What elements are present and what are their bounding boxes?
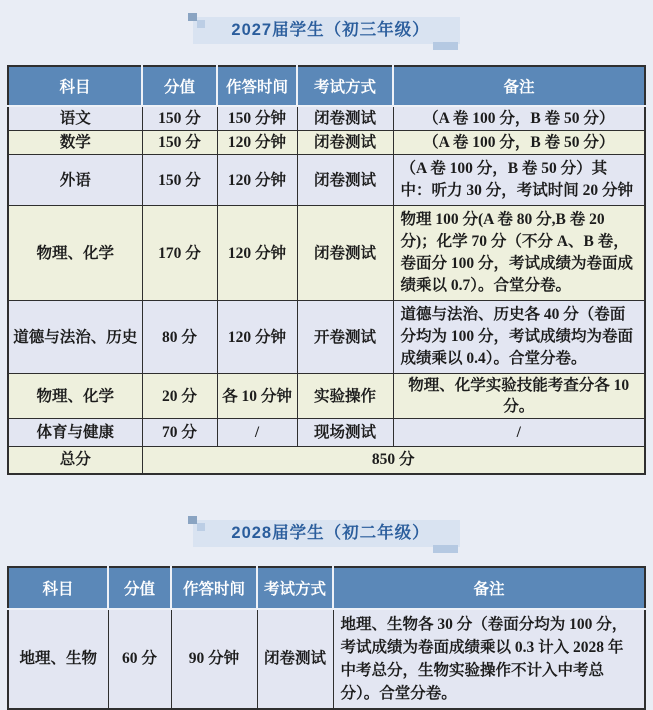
- cell-duration: 120 分钟: [217, 155, 297, 206]
- cell-remark: （A 卷 100 分，B 卷 50 分）: [393, 131, 645, 155]
- col-header-subject: 科目: [8, 66, 142, 106]
- table-row: [8, 155, 645, 206]
- section1-title-wrap: [0, 0, 653, 44]
- cell-method: 闭卷测试: [297, 206, 393, 301]
- total-label: 总分: [8, 447, 142, 474]
- table-row: [8, 374, 645, 419]
- cell-subject: 数学: [8, 131, 142, 155]
- cell-score: 170 分: [142, 206, 217, 301]
- cell-duration: /: [217, 419, 297, 447]
- cell-subject: 道德与法治、历史: [8, 301, 142, 374]
- cell-method: 闭卷测试: [297, 131, 393, 155]
- badge-bottom-bar: [433, 42, 458, 50]
- badge-corner-square-light: [197, 20, 205, 28]
- section2-title-badge: [193, 520, 459, 547]
- total-value: 850 分: [142, 447, 645, 474]
- cell-remark: /: [393, 419, 645, 447]
- exam-table-grade8: [7, 566, 646, 710]
- cell-duration: 各 10 分钟: [217, 374, 297, 419]
- cell-method: 现场测试: [297, 419, 393, 447]
- cell-score: 20 分: [142, 374, 217, 419]
- cell-method: 闭卷测试: [297, 155, 393, 206]
- cell-subject: 外语: [8, 155, 142, 206]
- col-header-duration: 作答时间: [171, 567, 257, 609]
- exam-table-grade9: [7, 65, 646, 475]
- cell-remark: （A 卷 100 分，B 卷 50 分）其中：听力 30 分，考试时间 20 分钟: [393, 155, 645, 206]
- col-header-remark: 备注: [393, 66, 645, 106]
- badge-corner-square-dark: [188, 516, 197, 524]
- col-header-method: 考试方式: [297, 66, 393, 106]
- cell-duration: 120 分钟: [217, 206, 297, 301]
- table-row: [8, 206, 645, 301]
- table-row: [8, 106, 645, 131]
- table-row: [8, 609, 645, 709]
- cell-method: 闭卷测试: [297, 106, 393, 131]
- cell-duration: 120 分钟: [217, 131, 297, 155]
- col-header-subject: 科目: [8, 567, 108, 609]
- section2-title: 2028届学生（初二年级）: [231, 523, 430, 542]
- table-header-row: [8, 66, 645, 106]
- cell-subject: 物理、化学: [8, 206, 142, 301]
- cell-score: 150 分: [142, 131, 217, 155]
- cell-subject: 物理、化学: [8, 374, 142, 419]
- badge-corner-square-light: [197, 523, 205, 531]
- badge-corner-square-dark: [188, 13, 197, 21]
- cell-score: 150 分: [142, 155, 217, 206]
- col-header-score: 分值: [142, 66, 217, 106]
- cell-subject: 地理、生物: [8, 609, 108, 709]
- cell-method: 闭卷测试: [257, 609, 333, 709]
- table-row: [8, 301, 645, 374]
- section1-title: 2027届学生（初三年级）: [231, 21, 430, 39]
- col-header-duration: 作答时间: [217, 66, 297, 106]
- cell-remark: 物理 100 分(A 卷 80 分,B 卷 20 分)；化学 70 分（不分 A、B 卷，卷面分 100 分，考试成绩为卷面成绩乘以 0.7）。合堂分卷。: [393, 206, 645, 301]
- col-header-remark: 备注: [333, 567, 645, 609]
- cell-subject: 语文: [8, 106, 142, 131]
- cell-score: 80 分: [142, 301, 217, 374]
- cell-duration: 90 分钟: [171, 609, 257, 709]
- cell-method: 开卷测试: [297, 301, 393, 374]
- badge-bottom-bar: [433, 545, 458, 553]
- cell-remark: 道德与法治、历史各 40 分（卷面分均为 100 分，考试成绩均为卷面成绩乘以 0.4）。合堂分卷。: [393, 301, 645, 374]
- cell-subject: 体育与健康: [8, 419, 142, 447]
- section2-title-wrap: [0, 475, 653, 547]
- col-header-score: 分值: [108, 567, 171, 609]
- cell-remark: 物理、化学实验技能考查分各 10 分。: [393, 374, 645, 419]
- col-header-method: 考试方式: [257, 567, 333, 609]
- cell-remark: （A 卷 100 分，B 卷 50 分）: [393, 106, 645, 131]
- table-row: [8, 419, 645, 447]
- cell-score: 60 分: [108, 609, 171, 709]
- cell-duration: 120 分钟: [217, 301, 297, 374]
- total-row: [8, 447, 645, 474]
- cell-remark: 地理、生物各 30 分（卷面分均为 100 分，考试成绩为卷面成绩乘以 0.3 计入 2028 年中考总分，生物实验操作不计入中考总分）。合堂分卷。: [333, 609, 645, 709]
- cell-score: 70 分: [142, 419, 217, 447]
- table-row: [8, 131, 645, 155]
- table-header-row: [8, 567, 645, 609]
- cell-score: 150 分: [142, 106, 217, 131]
- section1-title-badge: [193, 17, 459, 44]
- cell-method: 实验操作: [297, 374, 393, 419]
- cell-duration: 150 分钟: [217, 106, 297, 131]
